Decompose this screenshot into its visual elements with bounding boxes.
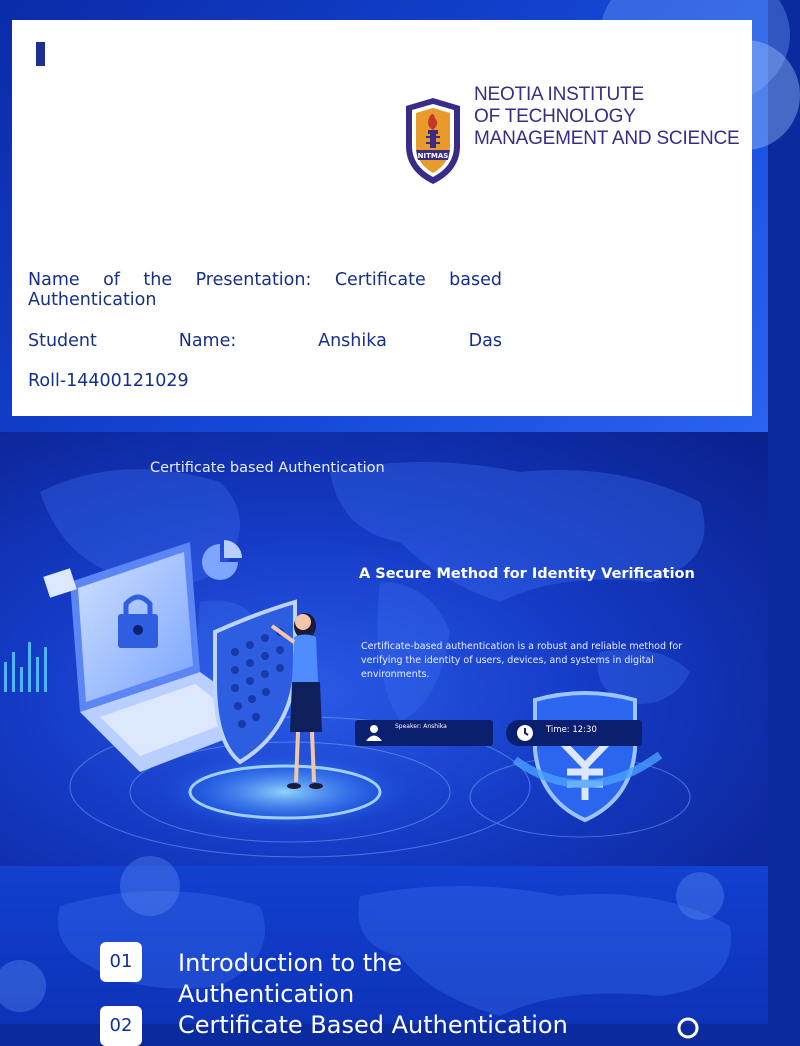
student-word: Name: [178, 331, 237, 351]
agenda-number: 01 [100, 942, 142, 982]
security-illustration [0, 522, 360, 822]
person-icon [365, 724, 383, 742]
time-text: Time: 12:30 [546, 725, 597, 735]
institute-name-line: OF TECHNOLOGY [474, 106, 636, 127]
logo-badge-text: NITMAS [417, 152, 449, 160]
slide-description: Certificate-based authentication is a robust and reliable method for verifying the identity of users, devices, and systems in digital environments. [361, 641, 683, 680]
student-name [28, 331, 502, 351]
cover-slide [0, 432, 768, 866]
institute-name-line: NEOTIA INSTITUTE [474, 84, 644, 105]
nitmas-shield-icon [402, 96, 464, 186]
presentation-name: Name of the Presentation: Certificate based Authentication [28, 270, 502, 310]
agenda-slide [0, 866, 768, 1039]
institute-name [474, 84, 754, 150]
roll-number: Roll-14400121029 [28, 371, 189, 391]
title-card [12, 20, 752, 416]
institute-name-line: MANAGEMENT AND SCIENCE [474, 128, 740, 149]
title-slide [0, 0, 768, 432]
decorative-circle-icon [676, 1016, 700, 1028]
time-badge [506, 720, 642, 746]
student-word: Student [28, 331, 97, 351]
speaker-badge [355, 720, 493, 746]
agenda-item: Certificate Based Authentication [178, 1011, 568, 1039]
agenda-item: Introduction to the Authentication [178, 949, 403, 1008]
student-word: Das [468, 331, 502, 351]
speaker-text: Speaker: Anshika [395, 723, 447, 730]
slide-marker [36, 42, 45, 66]
currency-shield-illustration [505, 690, 665, 830]
slide-title: Certificate based Authentication [150, 460, 385, 476]
institute-logo [392, 76, 742, 186]
student-word: Anshika [318, 331, 387, 351]
slide-heading: A Secure Method for Identity Verification [359, 566, 695, 582]
agenda-number: 02 [100, 1006, 142, 1046]
clock-icon [516, 724, 534, 742]
